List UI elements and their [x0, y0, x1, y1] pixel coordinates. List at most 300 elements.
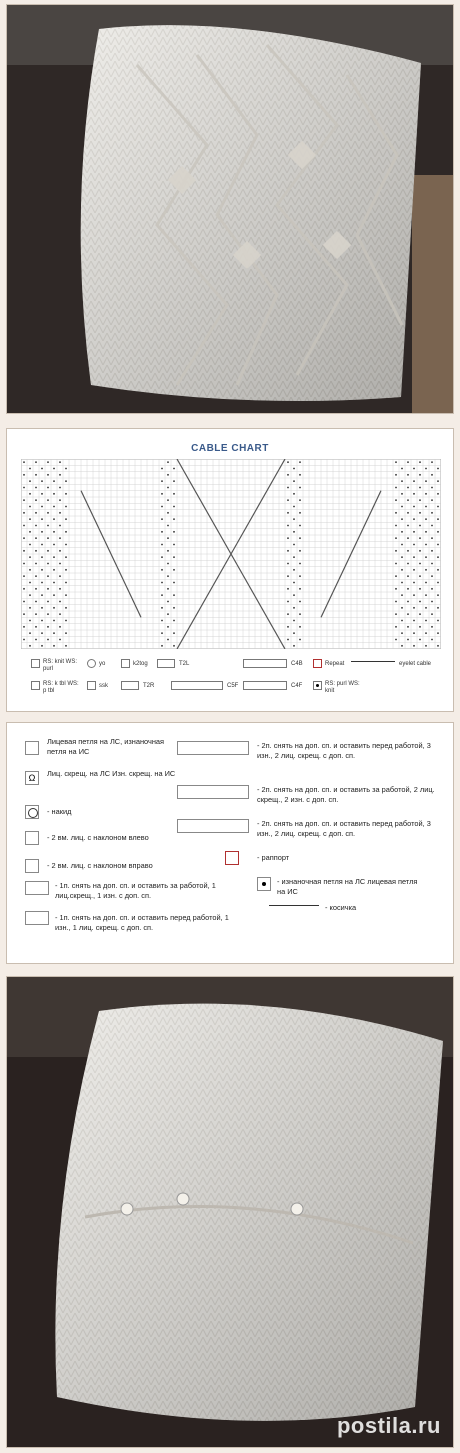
- purl-dot: [407, 563, 409, 565]
- purl-dot: [41, 607, 43, 609]
- purl-dot: [287, 487, 289, 489]
- purl-dot: [299, 537, 301, 539]
- k-tbl-symbol-ru: Ω: [25, 771, 39, 785]
- purl-dot: [407, 639, 409, 641]
- purl-dot: [287, 626, 289, 628]
- purl-dot: [425, 518, 427, 520]
- purl-dot: [299, 639, 301, 641]
- ru-t2l-label: - 1п. снять на доп. сп. и оставить перед работой, 1 изн., 1 лиц. скрещ. с доп. сп.: [55, 913, 229, 932]
- purl-dot: [65, 506, 67, 508]
- ru-eyelet-cable-label: - косичка: [325, 903, 357, 912]
- purl-dot: [437, 632, 439, 634]
- purl-dot: [431, 550, 433, 552]
- purl-dot: [413, 569, 415, 571]
- purl-dot: [425, 607, 427, 609]
- purl-dot: [35, 550, 37, 552]
- k-tbl-symbol: [31, 681, 40, 690]
- ru-k-tbl-label: Лиц. скрещ. на ЛС Изн. скрещ. на ИС: [47, 769, 176, 778]
- purl-dot: [35, 601, 37, 603]
- purl-dot: [173, 556, 175, 558]
- ssk-symbol: [87, 681, 96, 690]
- purl-dot: [419, 487, 421, 489]
- purl-dot: [161, 556, 163, 558]
- purl-dot: [407, 588, 409, 590]
- purl-dot: [41, 493, 43, 495]
- purl-dot: [425, 480, 427, 482]
- purl-dot: [395, 601, 397, 603]
- purl-dot: [425, 632, 427, 634]
- purl-dot: [419, 626, 421, 628]
- purl-dot: [41, 518, 43, 520]
- purl-dot: [287, 563, 289, 565]
- k2tog-symbol: [121, 659, 130, 668]
- purl-dot: [53, 544, 55, 546]
- purl-dot: [65, 607, 67, 609]
- purl-dot: [293, 480, 295, 482]
- purl-dot: [161, 493, 163, 495]
- purl-dot: [419, 601, 421, 603]
- eyelet-cable-symbol-ru: [269, 905, 319, 913]
- purl-dot: [47, 563, 49, 565]
- purl-dot: [47, 550, 49, 552]
- t2r-symbol: [121, 681, 139, 690]
- purl-dot: [167, 474, 169, 476]
- purl-dot: [161, 607, 163, 609]
- purl-dot: [167, 525, 169, 527]
- c5f-symbol: [171, 681, 223, 690]
- purl-dot: [431, 537, 433, 539]
- yo-symbol: [87, 659, 96, 668]
- purl-dot: [167, 588, 169, 590]
- purl-dot: [23, 588, 25, 590]
- purl-dot: [401, 531, 403, 533]
- purl-dot: [47, 613, 49, 615]
- purl-dot: [29, 645, 31, 647]
- repeat-symbol-ru: [225, 851, 239, 865]
- purl-dot: [437, 556, 439, 558]
- purl-dot: [29, 594, 31, 596]
- ru-c4b-label: - 2п. снять на доп. сп. и оставить за работой, 2 лиц. скрещ., 2 изн. с доп. сп.: [257, 785, 435, 804]
- ru-knit-label: Лицевая петля на ЛС, изнаночная петля на ИС: [47, 737, 165, 756]
- purl-dot: [287, 537, 289, 539]
- purl-dot: [425, 468, 427, 470]
- purl-dot: [29, 518, 31, 520]
- purl-dot: [23, 550, 25, 552]
- legend-t2r: T2R: [143, 683, 155, 689]
- purl-dot: [161, 632, 163, 634]
- purl-dot: [431, 613, 433, 615]
- purl-dot: [35, 487, 37, 489]
- legend-repeat: Repeat: [325, 661, 345, 667]
- purl-dot: [395, 575, 397, 577]
- legend-yo: yo: [99, 661, 106, 667]
- purl-dot: [401, 493, 403, 495]
- purl-dot: [437, 493, 439, 495]
- purl-dot: [23, 575, 25, 577]
- purl-dot: [161, 594, 163, 596]
- purl-dot: [65, 493, 67, 495]
- purl-dot: [437, 531, 439, 533]
- purl-dot: [437, 480, 439, 482]
- purl-dot: [29, 569, 31, 571]
- purl-dot: [41, 632, 43, 634]
- purl-dot: [395, 613, 397, 615]
- purl-dot: [167, 601, 169, 603]
- purl-dot: [395, 525, 397, 527]
- purl-dot: [65, 468, 67, 470]
- purl-dot: [167, 613, 169, 615]
- purl-dot: [299, 474, 301, 476]
- purl-dot: [419, 474, 421, 476]
- purl-dot: [425, 556, 427, 558]
- purl-dot: [395, 461, 397, 463]
- purl-dot: [437, 544, 439, 546]
- purl-dot: [299, 626, 301, 628]
- purl-dot: [407, 537, 409, 539]
- purl-dot: [431, 563, 433, 565]
- purl-dot: [413, 556, 415, 558]
- purl-dot: [59, 601, 61, 603]
- purl-dot: [401, 632, 403, 634]
- purl-dot: [407, 474, 409, 476]
- purl-dot: [29, 493, 31, 495]
- purl-dot: [395, 499, 397, 501]
- purl-dot: [41, 569, 43, 571]
- ru-t2r-label: - 1п. снять на доп. сп. и оставить за работой, 1 лиц.скрещ., 1 изн. с доп. сп.: [55, 881, 216, 900]
- purl-dot: [173, 544, 175, 546]
- purl-dot: [53, 506, 55, 508]
- t2l-symbol: [157, 659, 175, 668]
- purl-dot: [425, 582, 427, 584]
- purl-dot: [293, 506, 295, 508]
- purl-dot: [29, 468, 31, 470]
- purl-dot: [161, 531, 163, 533]
- purl-dot: [59, 575, 61, 577]
- purl-dot: [425, 594, 427, 596]
- purl-dot: [395, 537, 397, 539]
- purl-dot: [59, 525, 61, 527]
- purl-dot: [287, 474, 289, 476]
- purl-dot: [413, 582, 415, 584]
- purl-dot: [59, 537, 61, 539]
- purl-dot: [293, 594, 295, 596]
- purl-dot: [431, 575, 433, 577]
- purl-dot: [287, 512, 289, 514]
- purl-dot: [29, 556, 31, 558]
- purl-dot: [35, 499, 37, 501]
- purl-dot: [35, 474, 37, 476]
- purl-dot: [407, 626, 409, 628]
- purl-dot: [419, 563, 421, 565]
- purl-dot: [65, 531, 67, 533]
- purl-dot: [395, 487, 397, 489]
- purl-dot: [299, 512, 301, 514]
- purl-dot: [401, 607, 403, 609]
- c5f-symbol-ru: [177, 741, 249, 755]
- purl-dot: [41, 506, 43, 508]
- purl-dot: [47, 461, 49, 463]
- purl-dot: [173, 594, 175, 596]
- purl-dot: [65, 645, 67, 647]
- purl-dot: [53, 607, 55, 609]
- ru-c5f-label: - 2п. снять на доп. сп. и оставить перед работой, 3 изн., 2 лиц. скрещ. с доп. сп.: [257, 741, 431, 760]
- purl-dot: [59, 461, 61, 463]
- purl-dot: [401, 544, 403, 546]
- purl-dot: [23, 537, 25, 539]
- purl-dot: [41, 620, 43, 622]
- purl-dot: [287, 613, 289, 615]
- purl-dot: [173, 493, 175, 495]
- purl-dot: [437, 506, 439, 508]
- purl-dot: [59, 626, 61, 628]
- purl-dot: [419, 639, 421, 641]
- purl-dot: [431, 499, 433, 501]
- watermark: postila.ru: [336, 1413, 441, 1438]
- purl-dot: [419, 461, 421, 463]
- purl-dot: [407, 550, 409, 552]
- purl-dot: [413, 594, 415, 596]
- purl-dot: [173, 518, 175, 520]
- purl-dot: [419, 613, 421, 615]
- purl-dot: [419, 575, 421, 577]
- purl-dot: [29, 544, 31, 546]
- ru-k2tog-label: - 2 вм. лиц. с наклоном вправо: [47, 861, 153, 870]
- purl-dot: [401, 480, 403, 482]
- purl-dot: [29, 620, 31, 622]
- purl-dot: [161, 506, 163, 508]
- purl-dot: [29, 531, 31, 533]
- purl-dot: [59, 639, 61, 641]
- purl-dot: [173, 569, 175, 571]
- purl-dot: [425, 645, 427, 647]
- purl-dot: [23, 626, 25, 628]
- purl-dot: [437, 594, 439, 596]
- t2r-symbol-ru: [25, 881, 49, 895]
- purl-dot: [437, 607, 439, 609]
- c4f-symbol: [243, 681, 287, 690]
- purl-dot: [59, 588, 61, 590]
- purl-dot: [407, 575, 409, 577]
- ru-repeat-label: - раппорт: [257, 853, 290, 862]
- purl-dot: [401, 620, 403, 622]
- purl-dot: [161, 569, 163, 571]
- purl-dot: [41, 544, 43, 546]
- purl-dot: [407, 525, 409, 527]
- purl-dot: [65, 544, 67, 546]
- purl-dot: [293, 582, 295, 584]
- purl-dot: [173, 645, 175, 647]
- purl-dot: [23, 525, 25, 527]
- purl-dot: [65, 620, 67, 622]
- purl-dot: [293, 518, 295, 520]
- purl-dot: [299, 575, 301, 577]
- purl-dot: [299, 487, 301, 489]
- ru-yo-label: - накид: [47, 807, 72, 816]
- purl-dot: [35, 525, 37, 527]
- purl-dot: [401, 594, 403, 596]
- purl-dot: [161, 480, 163, 482]
- purl-dot: [41, 582, 43, 584]
- purl-dot: [425, 506, 427, 508]
- purl-dot: [437, 620, 439, 622]
- purl-dot: [29, 632, 31, 634]
- purl-dot: [65, 582, 67, 584]
- purl-dot: [59, 512, 61, 514]
- purl-dot: [413, 468, 415, 470]
- purl-dot: [395, 626, 397, 628]
- purl-dot: [173, 607, 175, 609]
- purl-dot: [395, 512, 397, 514]
- purl-dot: [53, 531, 55, 533]
- purl-dot: [23, 461, 25, 463]
- purl-dot: [401, 582, 403, 584]
- purl-dot: [53, 620, 55, 622]
- purl-dot: [167, 626, 169, 628]
- purl-dot: [401, 518, 403, 520]
- purl-dot: [41, 468, 43, 470]
- purl-dot: [65, 632, 67, 634]
- purl-dot: [167, 537, 169, 539]
- purl-dot: [413, 620, 415, 622]
- purl-dot: [53, 645, 55, 647]
- purl-dot: [173, 480, 175, 482]
- purl-dot: [293, 632, 295, 634]
- purl-dot: [173, 620, 175, 622]
- purl-dot: [425, 544, 427, 546]
- purl-dot: [299, 588, 301, 590]
- purl-dot: [413, 480, 415, 482]
- purl-dot: [293, 569, 295, 571]
- purl-dot: [173, 632, 175, 634]
- purl-dot: [35, 588, 37, 590]
- purl-dot: [47, 537, 49, 539]
- purl-dot: [65, 480, 67, 482]
- purl-dot: [29, 582, 31, 584]
- c4b-symbol-ru: [177, 785, 249, 799]
- purl-dot: [413, 645, 415, 647]
- purl-dot: [65, 594, 67, 596]
- purl-dot: [425, 569, 427, 571]
- t2l-symbol-ru: [25, 911, 49, 925]
- purl-dot: [59, 474, 61, 476]
- purl-dot: [35, 512, 37, 514]
- purl-dot: [53, 493, 55, 495]
- purl-dot: [47, 601, 49, 603]
- purl-dot: [161, 582, 163, 584]
- legend-eyelet-cable: eyelet cable: [399, 661, 432, 667]
- purl-dot: [287, 550, 289, 552]
- purl-dot: [407, 601, 409, 603]
- purl-dot: [167, 575, 169, 577]
- purl-dot: [431, 639, 433, 641]
- purl-dot: [431, 461, 433, 463]
- legend-c4b: C4B: [291, 661, 303, 667]
- purl-dot: [437, 582, 439, 584]
- purl-dot: [431, 474, 433, 476]
- purl-dot: [425, 620, 427, 622]
- purl-dot: [47, 575, 49, 577]
- legend-purl: RS: purl WS: knit: [325, 681, 360, 694]
- purl-dot: [29, 607, 31, 609]
- purl-dot: [167, 487, 169, 489]
- pillow-front-image: [7, 5, 453, 413]
- purl-dot: [287, 639, 289, 641]
- purl-dot: [173, 582, 175, 584]
- legend-c5f: C5F: [227, 683, 239, 689]
- purl-dot: [35, 563, 37, 565]
- purl-dot: [65, 556, 67, 558]
- pillow-back-photo: [6, 976, 454, 1448]
- purl-dot: [173, 506, 175, 508]
- pillow-back-image: [7, 977, 453, 1447]
- purl-dot: [35, 613, 37, 615]
- purl-dot: [41, 480, 43, 482]
- purl-dot: [395, 474, 397, 476]
- purl-dot: [47, 499, 49, 501]
- ru-ssk-label: - 2 вм. лиц. с наклоном влево: [47, 833, 149, 842]
- purl-dot: [419, 537, 421, 539]
- purl-dot: [59, 613, 61, 615]
- purl-dot: [401, 506, 403, 508]
- purl-dot: [161, 468, 163, 470]
- legend-c4f: C4F: [291, 683, 303, 689]
- purl-dot: [299, 525, 301, 527]
- ru-purl-label: - изнаночная петля на ЛС лицевая петля на ИС: [277, 877, 418, 896]
- purl-dot: [425, 493, 427, 495]
- purl-dot: [431, 525, 433, 527]
- knit-symbol: [31, 659, 40, 668]
- purl-dot: [161, 645, 163, 647]
- cable-chart-grid: [21, 459, 441, 649]
- purl-dot: [41, 645, 43, 647]
- purl-dot: [293, 493, 295, 495]
- purl-dot: [299, 499, 301, 501]
- purl-dot: [413, 518, 415, 520]
- purl-dot: [299, 601, 301, 603]
- purl-dot: [59, 499, 61, 501]
- purl-dot: [23, 512, 25, 514]
- purl-dot: [47, 588, 49, 590]
- purl-symbol-ru: [257, 877, 271, 891]
- purl-dot: [419, 499, 421, 501]
- purl-dot: [431, 588, 433, 590]
- purl-dot: [23, 639, 25, 641]
- purl-dot: [65, 518, 67, 520]
- purl-dot: [431, 626, 433, 628]
- purl-dot: [53, 582, 55, 584]
- purl-dot: [287, 525, 289, 527]
- eyelet-cable-symbol: [351, 661, 395, 666]
- purl-dot: [413, 493, 415, 495]
- purl-dot: [53, 569, 55, 571]
- purl-dot: [53, 518, 55, 520]
- purl-dot: [287, 499, 289, 501]
- purl-dot: [437, 518, 439, 520]
- purl-dot: [293, 531, 295, 533]
- purl-dot: [23, 487, 25, 489]
- purl-dot: [299, 563, 301, 565]
- purl-dot: [437, 468, 439, 470]
- purl-dot: [41, 594, 43, 596]
- purl-dot: [41, 556, 43, 558]
- purl-dot: [401, 569, 403, 571]
- purl-dot: [407, 613, 409, 615]
- purl-dot: [35, 461, 37, 463]
- purl-dot: [47, 525, 49, 527]
- purl-dot: [29, 506, 31, 508]
- purl-dot: [419, 588, 421, 590]
- purl-dot: [59, 563, 61, 565]
